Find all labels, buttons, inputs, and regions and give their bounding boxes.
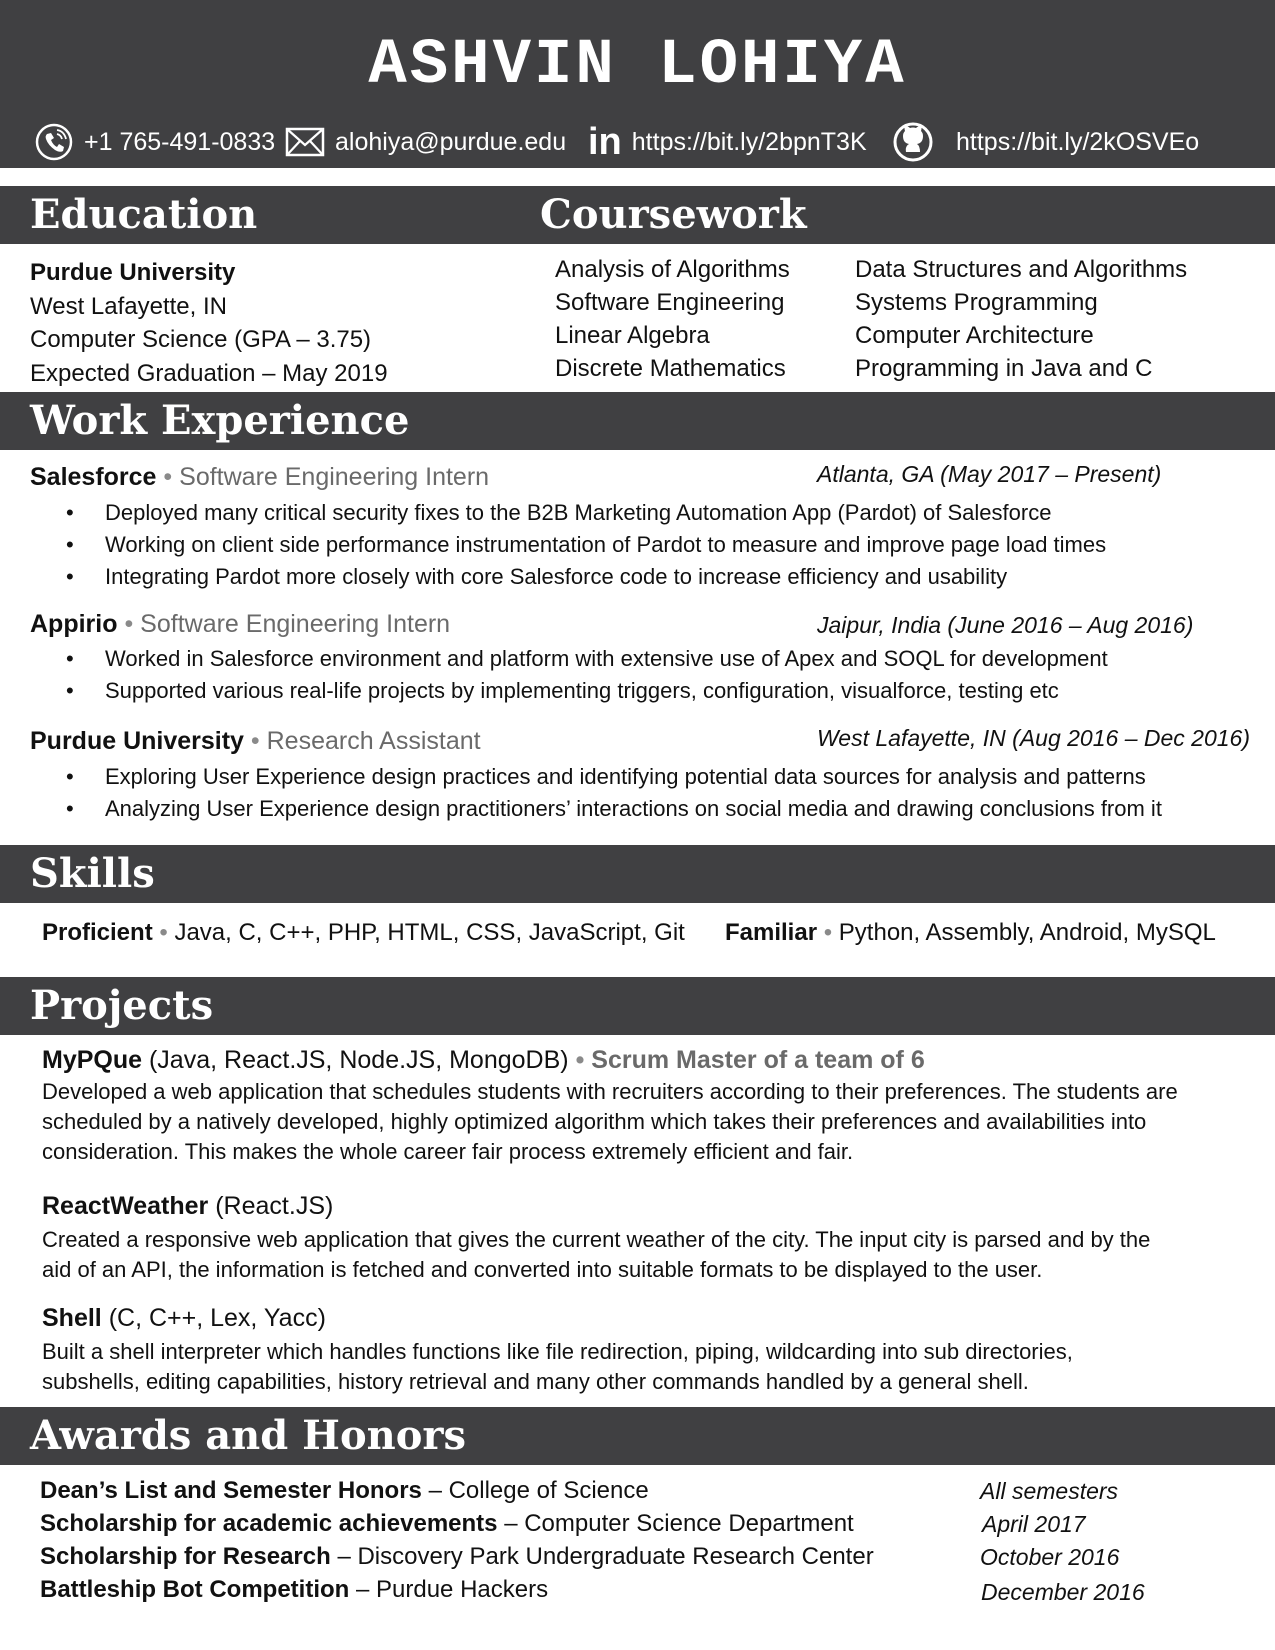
award-date: October 2016 [980,1544,1120,1570]
job-role: Software Engineering Intern [140,610,451,638]
education-school: Purdue University [30,259,236,286]
mail-icon [285,126,325,158]
job-company: Appirio [30,610,118,638]
award-item [40,1540,874,1573]
text-line: aid of an API, the information is fetched and converted into suitable formats to be displayed to the user. [42,1257,1043,1282]
project-name: ReactWeather [42,1192,209,1220]
award-date: April 2017 [982,1511,1086,1537]
course-item: Analysis of Algorithms [555,256,790,283]
familiar-label: Familiar [725,919,818,946]
text-line: Developed a web application that schedules students with recruiters according to their preferences. The students are [42,1079,1178,1104]
project-header [42,1301,326,1335]
course-item: Programming in Java and C [855,355,1153,382]
separator-dot: • [575,1046,585,1074]
job-bullets [30,761,1162,825]
project-description [42,1225,1242,1285]
job-location-date: Jaipur, India (June 2016 – Aug 2016) [817,612,1194,638]
list-item: • Working on client side performance instrumentation of Pardot to measure and improve page load times [30,529,1106,561]
list-item: • Analyzing User Experience design practitioners’ interactions on social media and drawing conclusions from it [30,793,1162,825]
phone-icon [34,122,74,162]
award-item [40,1573,548,1606]
linkedin-text: https://bit.ly/2bpnT3K [631,127,867,156]
separator-dot: • [124,610,134,638]
phone-text: +1 765-491-0833 [84,127,276,156]
project-header [42,1189,333,1223]
project-tech: (C, C++, Lex, Yacc) [108,1304,326,1332]
text-line: Created a responsive web application that gives the current weather of the city. The input city is parsed and by the [42,1227,1151,1252]
text-line: Built a shell interpreter which handles functions like file redirection, piping, wildcarding into sub directories, [42,1339,1073,1364]
section-bar-awards [0,1407,1275,1465]
award-item [40,1474,649,1507]
project-role: Scrum Master of a team of 6 [591,1046,925,1074]
list-item: • Exploring User Experience design practices and identifying potential data sources for analysis and patterns [30,761,1162,793]
contact-linkedin[interactable] [588,118,867,166]
candidate-name: ASHVIN LOHIYA [368,30,907,102]
text-line: consideration. This makes the whole career fair process extremely efficient and fair. [42,1139,854,1164]
skills-proficient [42,916,685,950]
award-org: – Discovery Park Undergraduate Research Center [337,1543,874,1570]
coursework-heading: Coursework [540,191,807,238]
linkedin-icon: in [588,121,622,163]
education-location: West Lafayette, IN [30,293,227,320]
proficient-label: Proficient [42,919,153,946]
course-item: Data Structures and Algorithms [855,256,1188,283]
award-title: Dean’s List and Semester Honors [40,1477,422,1504]
familiar-list: Python, Assembly, Android, MySQL [838,919,1216,946]
job-company: Purdue University [30,727,244,755]
course-item: Software Engineering [555,289,785,316]
resume-header [0,0,1275,168]
list-item: • Integrating Pardot more closely with core Salesforce code to increase efficiency and usability [30,561,1106,593]
award-date: December 2016 [981,1579,1145,1605]
github-text: https://bit.ly/2kOSVEo [956,127,1200,156]
job-role: Research Assistant [266,727,481,755]
job-company: Salesforce [30,463,157,491]
contact-email[interactable] [285,118,566,166]
section-bar-projects [0,977,1275,1035]
skills-familiar [725,916,1216,950]
separator-dot: • [159,919,168,946]
job-header [30,724,481,758]
award-title: Battleship Bot Competition [40,1576,350,1603]
contact-bar [0,118,1275,166]
project-description [42,1337,1242,1397]
course-item: Linear Algebra [555,322,710,349]
award-org: – College of Science [428,1477,649,1504]
course-item: Systems Programming [855,289,1098,316]
project-tech: (React.JS) [215,1192,334,1220]
course-item: Discrete Mathematics [555,355,786,382]
proficient-list: Java, C, C++, PHP, HTML, CSS, JavaScript, Git [174,919,685,946]
list-item: • Deployed many critical security fixes to the B2B Marketing Automation App (Pardot) of Salesforce [30,497,1106,529]
work-heading: Work Experience [30,397,410,444]
education-graduation: Expected Graduation – May 2019 [30,360,388,387]
award-date: All semesters [980,1478,1119,1504]
github-icon [892,121,934,163]
email-text: alohiya@purdue.edu [335,127,567,156]
award-org: – Computer Science Department [504,1510,854,1537]
education-major: Computer Science (GPA – 3.75) [30,326,372,353]
project-name: Shell [42,1304,102,1332]
job-header [30,607,450,641]
job-header [30,460,489,494]
course-item: Computer Architecture [855,322,1094,349]
job-bullets [30,497,1106,593]
list-item: • Worked in Salesforce environment and platform with extensive use of Apex and SOQL for development [30,643,1108,675]
list-item: • Supported various real-life projects by implementing triggers, configuration, visualforce, testing etc [30,675,1108,707]
projects-heading: Projects [30,982,214,1029]
separator-dot: • [250,727,260,755]
section-bar-work [0,392,1275,450]
award-title: Scholarship for academic achievements [40,1510,498,1537]
education-heading: Education [30,191,258,238]
job-location-date: West Lafayette, IN (Aug 2016 – Dec 2016) [817,725,1250,751]
text-line: scheduled by a natively developed, highly optimized algorithm which takes their preferences and availabilities into [42,1109,1147,1134]
separator-dot: • [163,463,173,491]
separator-dot: • [823,919,833,946]
section-bar-skills [0,845,1275,903]
project-tech: (Java, React.JS, Node.JS, MongoDB) [148,1046,569,1074]
job-bullets [30,643,1108,707]
job-role: Software Engineering Intern [179,463,490,491]
skills-heading: Skills [30,850,155,897]
job-location-date: Atlanta, GA (May 2017 – Present) [817,461,1162,487]
project-description [42,1077,1242,1167]
project-header [42,1043,925,1077]
text-line: subshells, editing capabilities, history retrieval and many other commands handled by a general shell. [42,1369,1029,1394]
award-item [40,1507,854,1540]
contact-phone[interactable] [34,118,275,166]
awards-heading: Awards and Honors [30,1412,466,1459]
contact-github[interactable] [892,118,1199,166]
project-name: MyPQue [42,1046,143,1074]
award-org: – Purdue Hackers [356,1576,549,1603]
award-title: Scholarship for Research [40,1543,331,1570]
